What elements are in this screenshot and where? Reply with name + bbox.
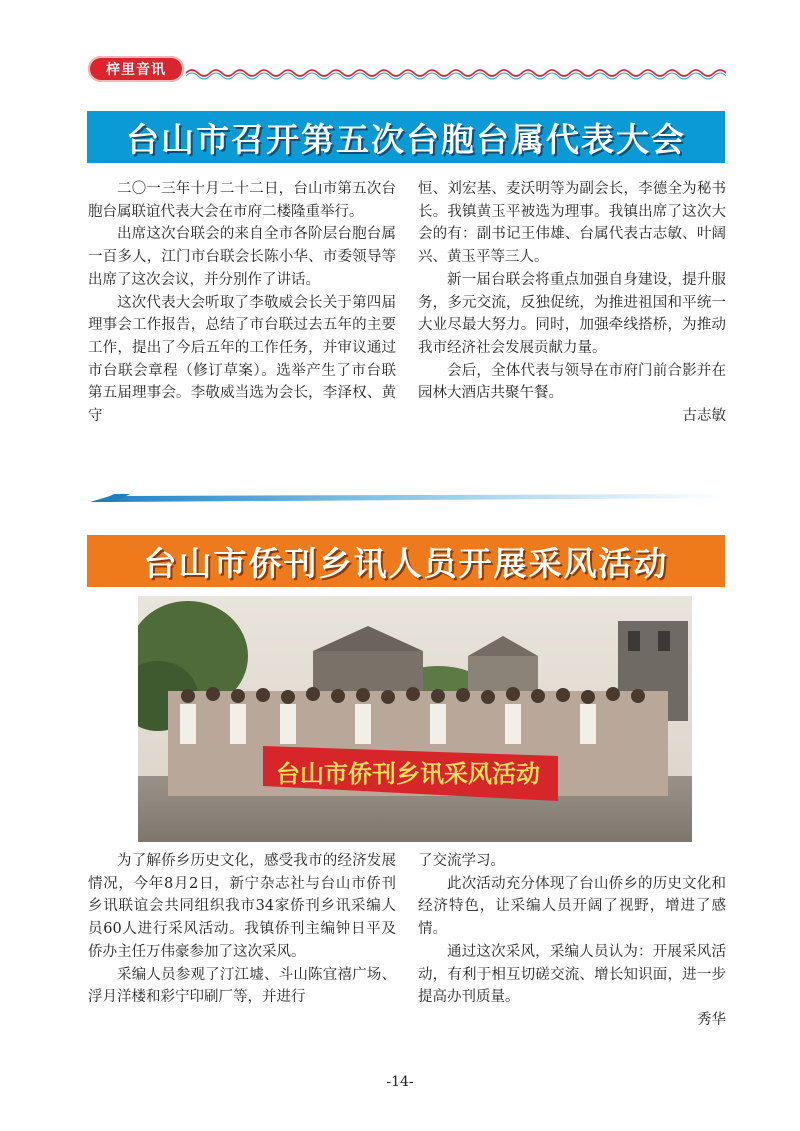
article2-left-column — [88, 850, 396, 1009]
paragraph: 会后，全体代表与领导在市府门前合影并在园林大酒店共聚午餐。 — [418, 362, 726, 402]
article2-right-column — [418, 850, 726, 1032]
paragraph: 二〇一三年十月二十二日，台山市第五次台胞台属联谊代表大会在市府二楼隆重举行。 — [88, 181, 396, 220]
paragraph: 采编人员参观了汀江墟、斗山陈宜禧广场、浮月洋楼和彩宁印刷厂等，并进行 — [88, 966, 396, 1006]
decorative-wave-rule — [186, 66, 726, 80]
paragraph: 了交流学习。 — [418, 853, 505, 869]
section-badge: 梓里音讯 — [88, 56, 184, 82]
photo-banner-text: 台山市侨刊乡讯采风活动 — [276, 760, 540, 788]
paragraph: 为了解侨乡历史文化，感受我市的经济发展情况，今年8月2日，新宁杂志社与台山市侨刊乡讯联谊会共同组织我市34家侨刊乡讯采编人员60人进行采风活动。我镇侨刊主编钟日平及侨办主任万伟豪参加了这次采风。 — [88, 853, 396, 960]
article1-left-column — [88, 178, 396, 428]
article1-title: 台山市召开第五次台胞台属代表大会 — [87, 111, 725, 163]
paragraph: 新一届台联会将重点加强自身建设，提升服务，多元交流，反独促统，为推进祖国和平统一大业尽最大努力。同时，加强牵线搭桥，为推动我市经济社会发展贡献力量。 — [418, 271, 726, 356]
article1-right-column — [418, 178, 726, 428]
paragraph: 通过这次采风，采编人员认为：开展采风活动，有利于相互切磋交流、增长知识面，进一步提高办刊质量。 — [418, 943, 726, 1006]
paragraph: 出席这次台联会的来自全市各阶层台胞台属一百多人，江门市台联会长陈小华、市委领导等出席了这次会议，并分别作了讲话。 — [88, 226, 396, 288]
article1-byline: 古志敏 — [682, 408, 726, 425]
article2-byline: 秀华 — [697, 1011, 726, 1028]
paragraph: 此次活动充分体现了台山侨乡的历史文化和经济特色，让采编人员开阔了视野，增进了感情。 — [418, 875, 726, 938]
article2-title: 台山市侨刊乡讯人员开展采风活动 — [87, 535, 725, 587]
group-photo — [138, 596, 692, 842]
page-number: -14- — [386, 1074, 414, 1090]
paragraph: 这次代表大会听取了李敬威会长关于第四届理事会工作报告，总结了市台联过去五年的主要工作，提出了今后五年的工作任务，并审议通过市台联会章程（修订草案）。选举产生了市台联第五届理事会。李敬威当选为会长，李泽权、黄守 — [88, 294, 396, 425]
section-divider — [90, 490, 728, 504]
paragraph: 恒、刘宏基、麦沃明等为副会长，李德全为秘书长。我镇黄玉平被选为理事。我镇出席了这次大会的有：副书记王伟雄、台属代表古志敏、叶阔兴、黄玉平等三人。 — [418, 181, 726, 266]
